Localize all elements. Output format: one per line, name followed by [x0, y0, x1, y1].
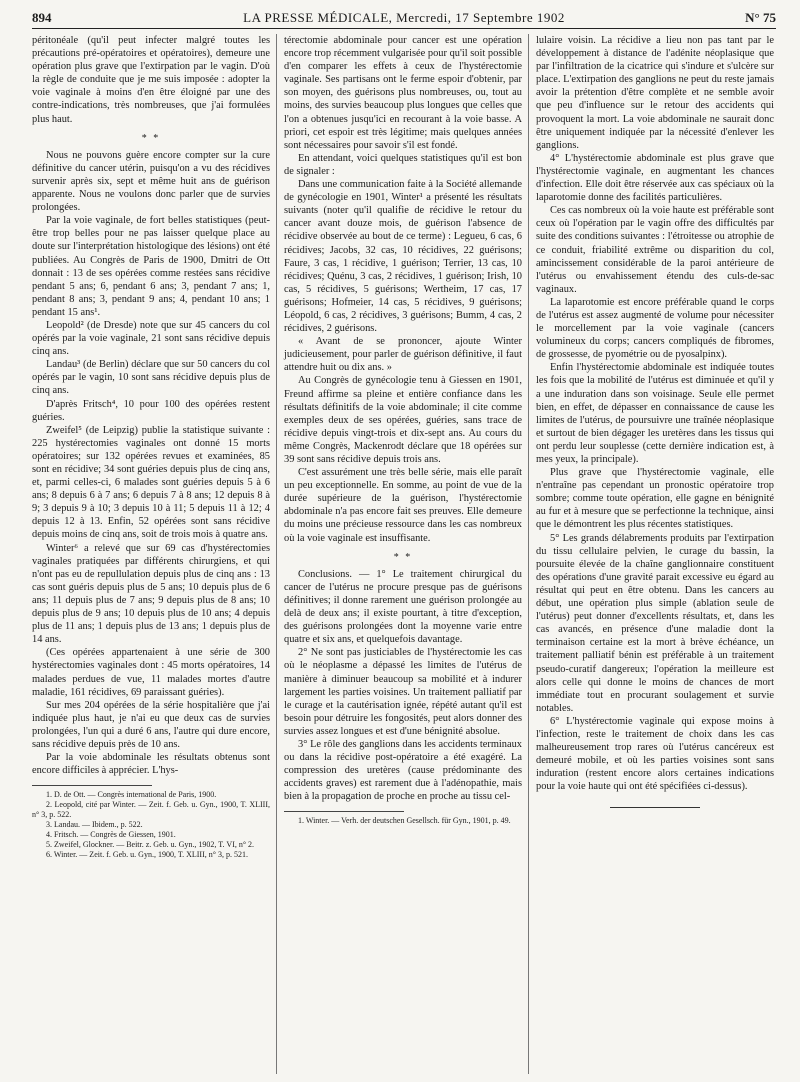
paragraph: Sur mes 204 opérées de la série hospitalière que j'ai indiquée plus haut, je n'ai eu que deux cas de survies prolongées, l'un qui a duré 6 ans, l'autre qui dure encore, sans récidive depuis près de 10 ans. [32, 699, 270, 750]
footnote-rule [32, 785, 152, 786]
page-header [32, 8, 776, 28]
paragraph: Conclusions. — 1° Le traitement chirurgical du cancer de l'utérus ne procure presque pas de guérisons définitives; il donne rarement une guérison prolongée au delà de deux ans; il existe pourtant, à titre d'exception, des guérisons prolongées dont la moyenne varie entre quatre et six ans, et quelquefois davantage. [284, 568, 522, 646]
paragraph: La laparotomie est encore préférable quand le corps de l'utérus est assez augmenté de volume pour nécessiter le morcellement par la voie vaginale (cancers volumineux du corps; cancers compliqués de fibromes, de grossesse, de pyométrie ou de pyosalpinx). [536, 296, 774, 361]
footnote: 6. Winter. — Zeit. f. Geb. u. Gyn., 1900, T. XLIII, n° 3, p. 521. [46, 850, 248, 860]
issue-number: N° 75 [745, 10, 776, 25]
footnote: 1. Winter. — Verh. der deutschen Gesellsch. für Gyn., 1901, p. 49. [298, 816, 511, 826]
footnote: 4. Fritsch. — Congrès de Giessen, 1901. [46, 830, 176, 840]
paragraph: térectomie abdominale pour cancer est une opération encore trop récemment vulgarisée pour qu'il soit possible d'en comparer les effets à ceux de l'hystérectomie vaginale. Ses partisans ont le ferme espoir d'obtenir, par son moyen, des guérisons plus nombreuses, ou, tout au moins, des survies beaucoup plus longues que celles que l'on a obtenues jusqu'ici en recourant à la voie basse. A priori, cet espoir est très légitime; mais quelques années sont nécessaires pour savoir s'il est fondé. [284, 35, 522, 151]
paragraph: Nous ne pouvons guère encore compter sur la cure définitive du cancer utérin, puisqu'on a vu des récidives survenir après six, sept et même huit ans de guérison apparente. Nous ne voulons donc parler que de survies prolongées. [32, 149, 270, 214]
paragraph: Leopold² (de Dresde) note que sur 45 cancers du col opérés par la voie vaginale, 21 sont sans récidive depuis cinq ans. [32, 319, 270, 358]
footnote-rule [284, 811, 404, 812]
paragraph: C'est assurément une très belle série, mais elle paraît un peu exceptionnelle. En somme, au point de vue de la durée supérieure de la guérison, l'hystérectomie abdominale n'a pas encore fait ses preuves. Elle demeure du moins une précieuse ressource dans les cas nombreux où la voie vaginale est insuffisante. [284, 467, 522, 544]
paragraph: 2° Ne sont pas justiciables de l'hystérectomie les cas où le néoplasme a dépassé les limites de l'utérus de manière à diminuer beaucoup sa mobilité et à indurer largement les parties voisines. Un traitement palliatif par le curage et la cautérisation ignée, répété autant qu'il est besoin pour détruire les fongosités, peut alors donner des survies assez longues et est d'une bénignité absolue. [284, 647, 522, 737]
section-separator: * * [141, 132, 161, 144]
paragraph: Par la voie vaginale, de fort belles statistiques (peut-être trop belles pour ne pas laisser quelque place au doute sur l'interprétation histologique des lésions) ont été publiées. Au Congrès de Paris de 1900, Dmitri de Ott donnait : 13 de ses opérées comme restées sans récidive pendant 5 ans; 6, pendant 6 ans; 3, pendant 7 ans; 1, pendant 8 ans; 3, pendant 9 ans; 4, pendant 10 ans; 1 pendant 15 ans¹. [32, 215, 270, 318]
section-separator: * * [393, 551, 413, 563]
end-rule [610, 807, 700, 808]
header-rule [32, 28, 776, 29]
footnote: 3. Landau. — Ibidem., p. 522. [46, 820, 143, 830]
column-divider [276, 34, 277, 1074]
footnote: 1. D. de Ott. — Congrès international de Paris, 1900. [46, 790, 217, 800]
footnote: 2. Leopold, cité par Winter. — Zeit. f. Geb. u. Gyn., 1900, T. XLIII, n° 3, p. 522. [32, 800, 270, 820]
column-divider [528, 34, 529, 1074]
paragraph: En attendant, voici quelques statistiques qu'il est bon de signaler : [284, 152, 522, 177]
paragraph: (Ces opérées appartenaient à une série de 300 hystérectomies vaginales dont : 45 morts opératoires, 14 malades perdues de vue, 11 malades mortes d'autre maladie, 161 récidives, 69 paraissant guéries). [32, 647, 270, 698]
paragraph: Dans une communication faite à la Société allemande de gynécologie en 1901, Winter¹ a présenté les résultats suivants (noter qu'il qualifie de récidive le retour du cancer avant douze mois, de guérison l'absence de récidive observée au bout de ce terme) : Legueu, 6 cas, 6 récidives; Jacobs, 32 cas, 10 récidives, 22 guérisons; Faure, 3 cas, 1 récidive, 1 guérison; Terrier, 13 cas, 10 récidives; Quénu, 3 cas, 2 récidives, 1 guérison; Irish, 10 cas, 5 récidives, 5 guérisons; Wertheim, 17 cas, 17 guérisons; Hofmeier, 14 cas, 5 récidives, 9 guérisons; Léopold, 6 cas, 2 récidives, 3 guérisons; Bumm, 4 cas, 2 récidives, 2 guérisons. [284, 179, 522, 335]
paragraph: Par la voie abdominale les résultats obtenus sont encore difficiles à apprécier. L'hys- [32, 752, 270, 777]
page-number: 894 [32, 10, 52, 25]
paragraph: Plus grave que l'hystérectomie vaginale, elle n'entraîne pas cependant un pronostic opératoire trop sombre; comme toute opération, elle gagne en bénignité au fur et à mesure que se perfectionne la technique, ainsi que le démontrent les plus récentes statistiques. [536, 467, 774, 531]
journal-title: LA PRESSE MÉDICALE, Mercredi, 17 Septembre 1902 [243, 10, 565, 25]
paragraph: 6° L'hystérectomie vaginale qui expose moins à l'infection, reste le traitement de choix dans les cas malheureusement trop rares où l'utérus cancéreux est demeuré mobile, et où les parties voisines sont sans induration (restent encore alors certaines indications pour la voie haute qui ont été spécifiées ci-dessus). [536, 715, 774, 793]
paragraph: Enfin l'hystérectomie abdominale est indiquée toutes les fois que la mobilité de l'utérus est diminuée et qu'il y a une induration dans son voisinage. Seule elle permet bien, en effet, de dépasser en connaissance de cause les limites de l'utérus, de poursuivre une traînée néoplasique et surtout de bien dégager les uretères dans les tissus qui ont perdu leur souplesse (cette dernière indication est, à mes yeux, la principale). [536, 362, 774, 465]
footnote: 5. Zweifel, Glockner. — Beitr. z. Geb. u. Gyn., 1902, T. VI, n° 2. [46, 840, 255, 850]
paragraph: Au Congrès de gynécologie tenu à Giessen en 1901, Freund affirme sa pleine et entière confiance dans les résultats définitifs de la voie abdominale; il cite comme exemples deux de ses opérées, guéries, sans trace de récidive depuis vingt-trois et dix-sept ans. Au cours du même Congrès, Mackenrodt déclare que 18 opérées sur 39 sont sans récidive depuis trois ans. [284, 375, 522, 465]
column-3 [536, 34, 774, 808]
paragraph: Landau³ (de Berlin) déclare que sur 50 cancers du col opérés par le vagin, 10 sont sans récidive depuis plus de cinq ans. [32, 359, 270, 397]
paragraph: Winter⁶ a relevé que sur 69 cas d'hystérectomies vaginales pratiquées par différents chirurgiens, et qui n'ont pas eu de repullulation depuis plus de cinq ans : 13 cas sont guéris depuis plus de 5 ans; 10 depuis plus de 6 ans; 11 depuis plus de 7 ans; 9 depuis plus de 8 ans; 10 depuis plus de 9 ans; 10 depuis plus de 10 ans; 4 depuis plus de 11 ans; 1 depuis plus de 13 ans; 1 depuis plus de 14 ans. [32, 542, 270, 646]
column-2 [284, 34, 522, 826]
paragraph: 4° L'hystérectomie abdominale est plus grave que l'hystérectomie vaginale, en augmentant les chances d'infection. Elle doit être réservée aux cas spéciaux où la laparotomie donne des facilités particulières. [536, 152, 774, 204]
paragraph: D'après Fritsch⁴, 10 pour 100 des opérées restent guéries. [32, 398, 270, 423]
paragraph: Ces cas nombreux où la voie haute est préférable sont ceux où l'opération par le vagin offre des difficultés par suite des conditions suivantes : l'étroitesse ou atrophie de ce conduit, friabilité extrême ou disparition du col, amincissement considérable de la paroi antérieure de l'utérus ou envahissement étendu des culs-de-sac vaginaux. [536, 205, 774, 295]
paragraph: péritonéale (qu'il peut infecter malgré toutes les précautions pré-opératoires et opératoires), demeure une opération plus grave que l'extirpation par le vagin. D'où la règle de conduite que je me suis imposée : adopter la voie vaginale à moins d'en être éloigné par une des contre-indications, très nombreuses, que j'ai formulées plus haut. [32, 35, 270, 125]
paragraph: Zweifel⁵ (de Leipzig) publie la statistique suivante : 225 hystérectomies vaginales ont donné 15 morts opératoires; sur 132 opérées revues et examinées, 85 sont en récidive; 34 sont guéries depuis plus de cinq ans, et, parmi celles-ci, 6 malades sont guéries depuis 5 à 6 ans; 8 depuis 6 à 7 ans; 6 depuis 7 à 8 ans; 12 depuis 8 à 9; 3 depuis 9 à 10; 3 depuis 10 à 11; 5 depuis 11 à 12; 4 depuis 12 à 13. Enfin, 52 opérées sont sans récidive depuis moins de cinq ans, soit de trois mois à quatre ans. [32, 424, 270, 541]
paragraph: 3° Le rôle des ganglions dans les accidents terminaux ou dans la récidive post-opératoire a été exagéré. La compression des uretères (cause prédominante des accidents graves) est rarement due à l'adénopathie, mais bien à la propagation de proche en proche au tissu cel- [284, 738, 522, 803]
paragraph: « Avant de se prononcer, ajoute Winter judicieusement, pour parler de guérison définitive, il faut attendre huit ou dix ans. » [284, 336, 522, 374]
column-1 [32, 34, 270, 860]
paragraph: 5° Les grands délabrements produits par l'extirpation du tissu cellulaire pelvien, le curage du bassin, la poursuite élevée de la chaîne ganglionnaire constituent des opérations d'une gravité parait excessive eu égard au résultat qui peut en être obtenu. Dans les cancers au début, une opération plus simple (ablation seule de l'utérus) peut donner d'excellents résultats, et, dans les cas avancés, en présence d'une maladie dont la terminaison certaine est la mort à brève échéance, un traitement palliatif bénin est préférable à un traitement pseudo-curatif dangereux; l'opération la meilleure est alors celle qui donne le moins de chances de mort immédiate tout en procurant soulagement et survie notables. [536, 532, 774, 714]
paragraph: lulaire voisin. La récidive a lieu non pas tant par le développement à distance de l'adénite néoplasique que par l'infiltration de la cicatrice qui s'indure et s'ulcère sur place. L'extirpation des ganglions ne peut du reste jamais avoir la prétention d'être complète et ne semble avoir que peu d'influence sur le retour des accidents qui provoquent la mort. La voie abdominale ne saurait donc être uniquement indiquée par la nécessité d'enlever les ganglions. [536, 35, 774, 151]
